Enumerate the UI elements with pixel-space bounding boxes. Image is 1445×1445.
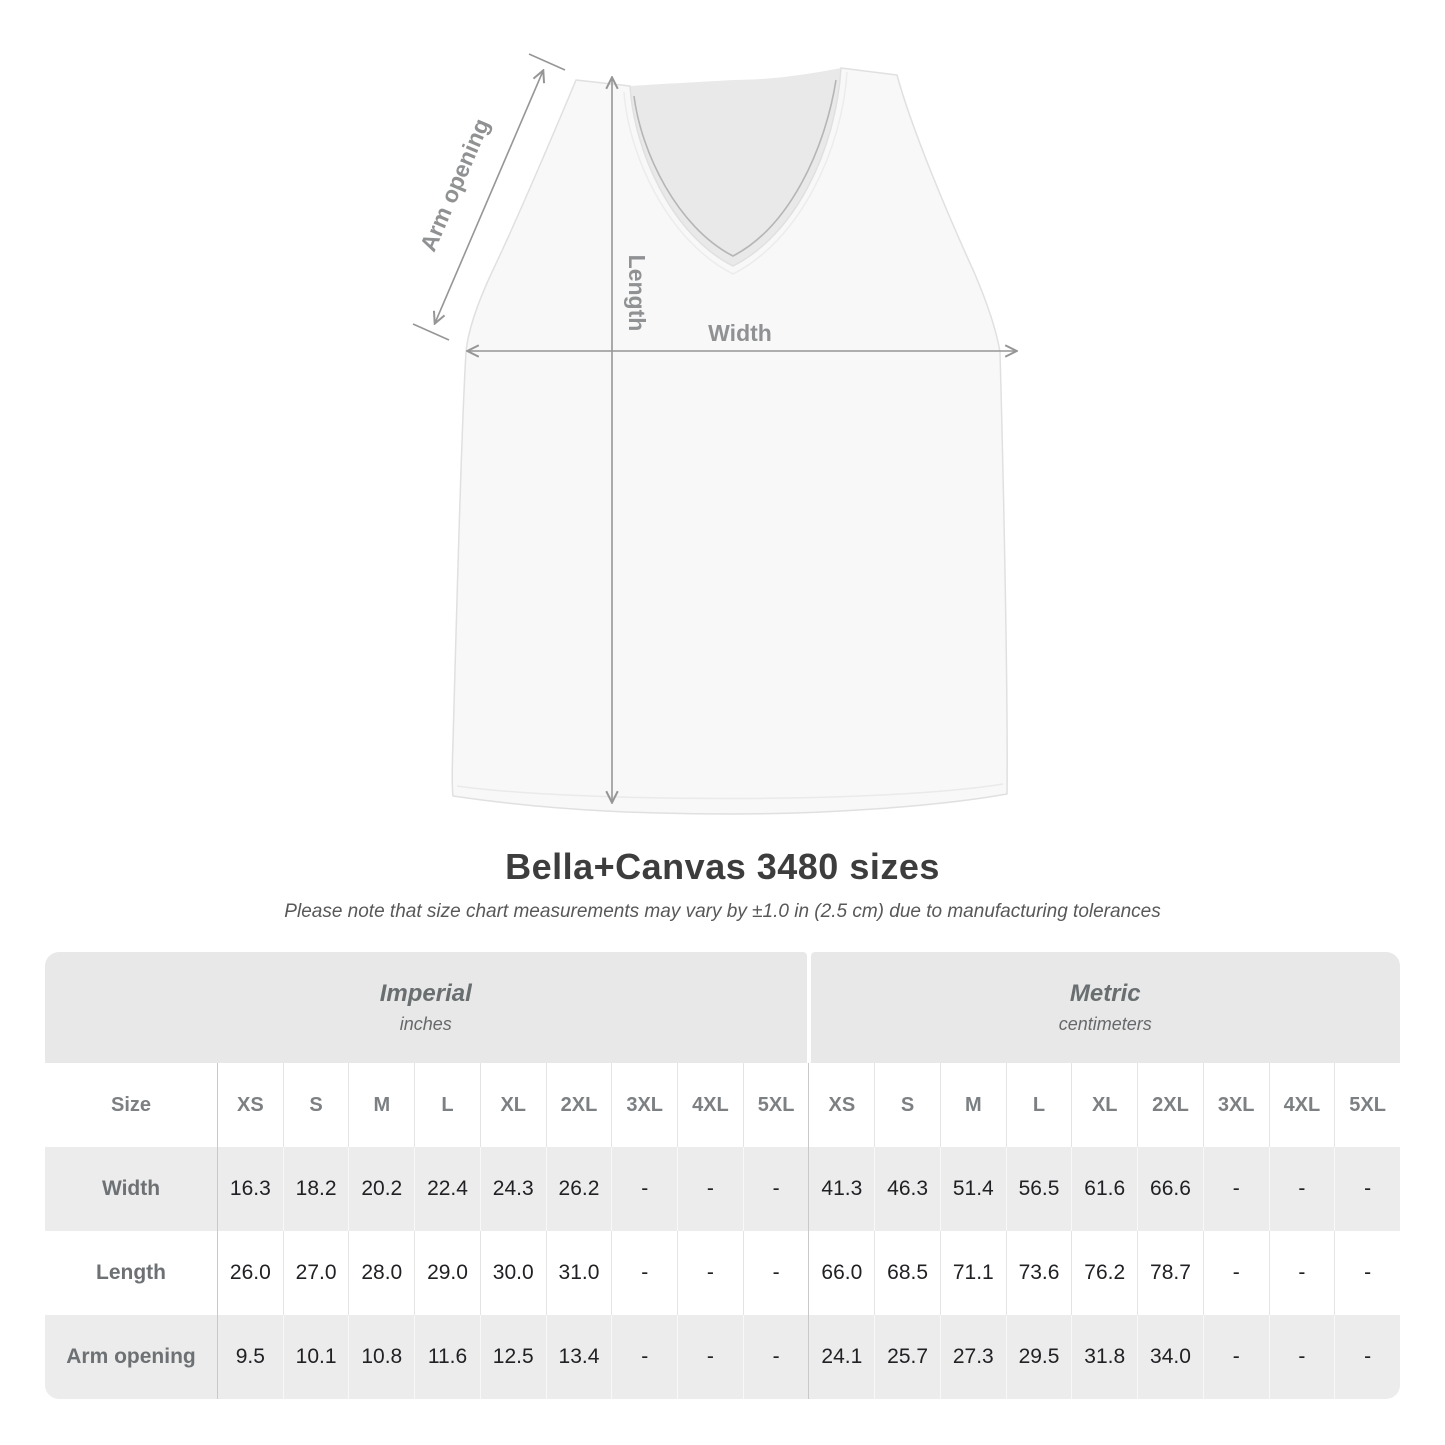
page-title: Bella+Canvas 3480 sizes bbox=[505, 846, 940, 887]
column-header-3xl-metric: 3XL bbox=[1203, 1063, 1269, 1147]
table-row-length bbox=[45, 1231, 1400, 1315]
width-label: Width bbox=[708, 320, 772, 346]
measurement-cell: 61.6 bbox=[1071, 1147, 1137, 1231]
row-label: Length bbox=[96, 1261, 166, 1284]
column-header-s-imperial: S bbox=[283, 1063, 349, 1147]
column-header-2xl-metric: 2XL bbox=[1137, 1063, 1203, 1147]
column-header-2xl-imperial: 2XL bbox=[546, 1063, 612, 1147]
measurement-cell: 76.2 bbox=[1071, 1231, 1137, 1315]
measurement-cell: 30.0 bbox=[480, 1231, 546, 1315]
measurement-cell: 27.0 bbox=[283, 1231, 349, 1315]
size-table bbox=[45, 952, 1400, 1399]
measurement-cell: - bbox=[611, 1231, 677, 1315]
measurement-cell: 41.3 bbox=[808, 1147, 874, 1231]
measurement-cell: - bbox=[677, 1315, 743, 1399]
row-label: Arm opening bbox=[66, 1345, 196, 1368]
measurement-cell: - bbox=[1334, 1147, 1400, 1231]
unit-tab-metric-sub: centimeters bbox=[1058, 1014, 1152, 1034]
measurement-cell: 66.6 bbox=[1137, 1147, 1203, 1231]
measurement-cell: - bbox=[611, 1147, 677, 1231]
tolerance-note: Please note that size chart measurements may vary by ±1.0 in (2.5 cm) due to manufacturing tolerances bbox=[284, 901, 1161, 922]
column-header-5xl-imperial: 5XL bbox=[743, 1063, 809, 1147]
unit-tab-metric bbox=[811, 952, 1401, 1063]
measurement-cell: - bbox=[1269, 1147, 1335, 1231]
column-header-l-imperial: L bbox=[414, 1063, 480, 1147]
unit-tab-imperial-sub: inches bbox=[399, 1014, 452, 1034]
column-header-xs-metric: XS bbox=[808, 1063, 874, 1147]
column-header-size: Size bbox=[110, 1093, 152, 1116]
measurement-cell: - bbox=[1203, 1231, 1269, 1315]
measurement-cell: 25.7 bbox=[874, 1315, 940, 1399]
measurement-cell: 24.3 bbox=[480, 1147, 546, 1231]
length-label: Length bbox=[624, 254, 650, 332]
column-header-4xl-metric: 4XL bbox=[1269, 1063, 1335, 1147]
size-header-row bbox=[45, 1063, 1400, 1147]
measurement-cell: 73.6 bbox=[1006, 1231, 1072, 1315]
column-header-m-imperial: M bbox=[348, 1063, 414, 1147]
measurement-cell: 18.2 bbox=[283, 1147, 349, 1231]
arm-opening-label: Arm opening bbox=[414, 114, 495, 256]
measurement-cell: 29.0 bbox=[414, 1231, 480, 1315]
measurement-cell: 31.8 bbox=[1071, 1315, 1137, 1399]
unit-tab-metric-label: Metric bbox=[1069, 980, 1141, 1007]
row-label: Width bbox=[101, 1177, 161, 1200]
column-header-xs-imperial: XS bbox=[217, 1063, 283, 1147]
measurement-cell: - bbox=[743, 1231, 809, 1315]
measurement-cell: 66.0 bbox=[808, 1231, 874, 1315]
measurement-cell: - bbox=[743, 1147, 809, 1231]
measurement-cell: - bbox=[1334, 1315, 1400, 1399]
measurement-cell: 20.2 bbox=[348, 1147, 414, 1231]
measurement-cell: 34.0 bbox=[1137, 1315, 1203, 1399]
measurement-cell: 24.1 bbox=[808, 1315, 874, 1399]
column-header-4xl-imperial: 4XL bbox=[677, 1063, 743, 1147]
measurement-cell: - bbox=[677, 1147, 743, 1231]
unit-tab-imperial bbox=[45, 952, 807, 1063]
measurement-cell: 51.4 bbox=[940, 1147, 1006, 1231]
measurement-cell: 56.5 bbox=[1006, 1147, 1072, 1231]
measurement-cell: 9.5 bbox=[217, 1315, 283, 1399]
measurement-cell: 26.2 bbox=[546, 1147, 612, 1231]
measurement-cell: - bbox=[1269, 1231, 1335, 1315]
measurement-cell: 11.6 bbox=[414, 1315, 480, 1399]
measurement-cell: 78.7 bbox=[1137, 1231, 1203, 1315]
measurement-cell: 26.0 bbox=[217, 1231, 283, 1315]
measurement-cell: 31.0 bbox=[546, 1231, 612, 1315]
unit-tabs bbox=[45, 952, 1400, 1063]
measurement-cell: 22.4 bbox=[414, 1147, 480, 1231]
measurement-cell: 10.8 bbox=[348, 1315, 414, 1399]
measurement-cell: - bbox=[1203, 1147, 1269, 1231]
measurement-cell: - bbox=[1334, 1231, 1400, 1315]
measurement-cell: 16.3 bbox=[217, 1147, 283, 1231]
measurement-cell: 27.3 bbox=[940, 1315, 1006, 1399]
column-header-3xl-imperial: 3XL bbox=[611, 1063, 677, 1147]
column-header-s-metric: S bbox=[874, 1063, 940, 1147]
column-header-l-metric: L bbox=[1006, 1063, 1072, 1147]
table-row-arm-opening bbox=[45, 1315, 1400, 1399]
measurement-cell: 12.5 bbox=[480, 1315, 546, 1399]
table-row-width bbox=[45, 1147, 1400, 1231]
unit-tab-imperial-label: Imperial bbox=[379, 980, 472, 1007]
measurement-cell: 10.1 bbox=[283, 1315, 349, 1399]
measurement-cell: 46.3 bbox=[874, 1147, 940, 1231]
measurement-cell: - bbox=[1203, 1315, 1269, 1399]
measurement-cell: - bbox=[677, 1231, 743, 1315]
column-header-m-metric: M bbox=[940, 1063, 1006, 1147]
measurement-cell: 29.5 bbox=[1006, 1315, 1072, 1399]
column-header-xl-metric: XL bbox=[1071, 1063, 1137, 1147]
column-header-xl-imperial: XL bbox=[480, 1063, 546, 1147]
measurement-cell: 68.5 bbox=[874, 1231, 940, 1315]
measurement-cell: - bbox=[743, 1315, 809, 1399]
measurement-cell: 71.1 bbox=[940, 1231, 1006, 1315]
column-header-5xl-metric: 5XL bbox=[1334, 1063, 1400, 1147]
measurement-cell: 13.4 bbox=[546, 1315, 612, 1399]
measurement-cell: 28.0 bbox=[348, 1231, 414, 1315]
measurement-cell: - bbox=[611, 1315, 677, 1399]
measurement-cell: - bbox=[1269, 1315, 1335, 1399]
size-table-grid bbox=[45, 1063, 1400, 1399]
